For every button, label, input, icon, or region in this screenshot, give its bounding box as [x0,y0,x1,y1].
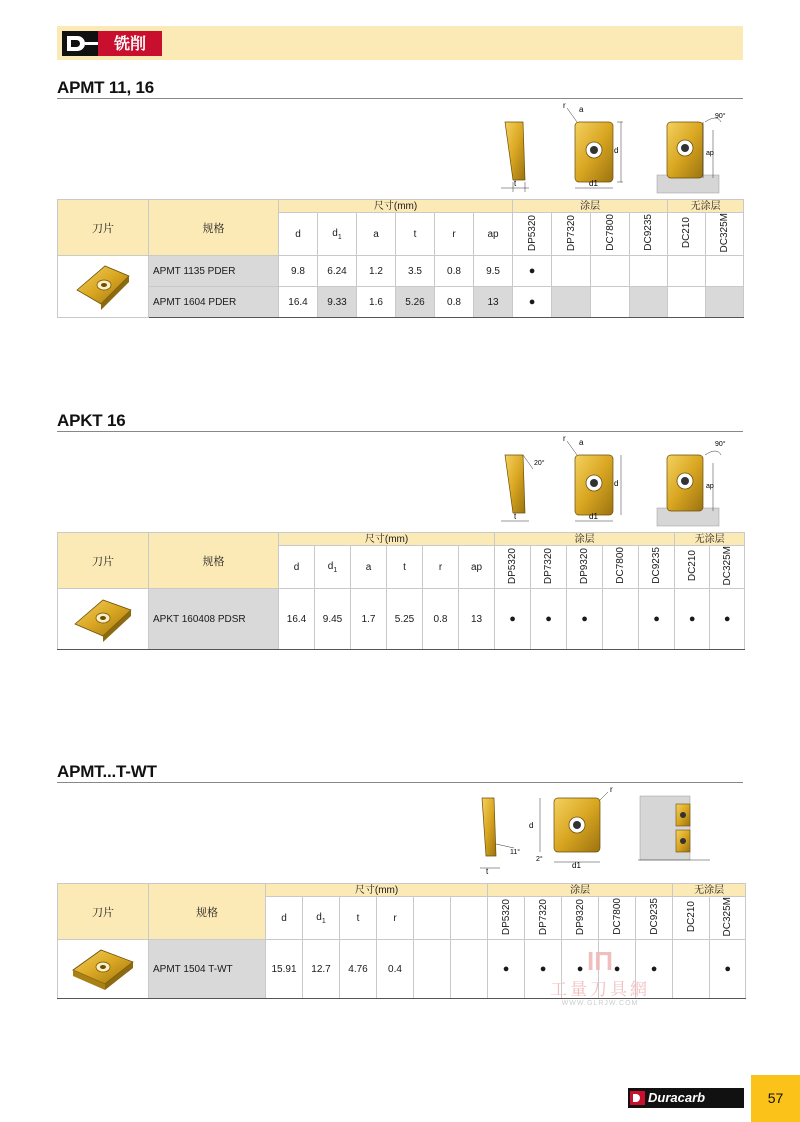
table-cell: 4.76 [340,940,377,999]
spec-table-apmt-11-16 [57,199,744,318]
table-cell: 16.4 [279,287,318,318]
grade-header: DP9320 [562,897,599,940]
availability-dot [706,287,744,318]
availability-dot: ● [525,940,562,999]
dim-label-d1: d1 [589,179,598,188]
availability-dot: ● [710,589,745,650]
dim-label-t: t [514,512,517,521]
brand-logo [628,1088,744,1108]
availability-dot [603,589,639,650]
dim-header-a: a [351,546,387,589]
brand-name: Duracarb [648,1090,706,1105]
grade-header: DC9235 [630,213,668,256]
dim-header-d: d [279,546,315,589]
table-cell: 9.33 [318,287,357,318]
availability-dot: ● [599,940,636,999]
dim-header-d1: $d_1$ [315,546,351,589]
dim-label-angle: 90° [715,113,726,120]
grade-header: DP7320 [552,213,591,256]
grade-header: DP7320 [525,897,562,940]
availability-dot: ● [531,589,567,650]
apmt-11-16-insert-drawing [495,100,745,196]
dim-label-d1: d1 [589,512,598,521]
section-title-apmt-t-wt: APMT...T-WT [57,762,157,781]
dim-header-d: d [279,213,318,256]
table-cell: 0.8 [423,589,459,650]
dim-header-d1: $d_1$ [318,213,357,256]
table-row-spec: APMT 1604 PDER [149,287,279,318]
table-cell [414,940,451,999]
dim-header-t: t [340,897,377,940]
col-header-dimensions: 尺寸(mm) [279,200,513,213]
dim-label-ap: ap [706,150,714,157]
grade-header: DC7800 [603,546,639,589]
availability-dot [668,287,706,318]
watermark-text: 工量刀具網 [550,980,650,1000]
dim-header-empty [451,897,488,940]
availability-dot [668,256,706,287]
availability-dot: ● [562,940,599,999]
table-cell: 9.5 [474,256,513,287]
insert-image [58,589,149,650]
col-header-insert: 刀片 [58,533,149,589]
col-header-uncoated: 无涂层 [673,884,746,897]
col-header-coated: 涂层 [513,200,668,213]
insert-image [58,940,149,999]
dim-header-t: t [387,546,423,589]
table-cell: 5.26 [396,287,435,318]
table-cell: 15.91 [266,940,303,999]
insert-image [58,256,149,318]
section-divider [57,431,743,432]
availability-dot [630,256,668,287]
dim-header-d1: $d_1$ [303,897,340,940]
insert-photo-icon [63,260,143,310]
table-cell: 0.8 [435,256,474,287]
dim-label-relief: 11° [510,849,521,856]
insert-photo-icon [63,942,143,994]
availability-dot [706,256,744,287]
dim-label-relief: 20° [534,460,545,467]
col-header-uncoated: 无涂层 [675,533,745,546]
dim-label-d1: d1 [572,861,581,870]
col-header-coated: 涂层 [495,533,675,546]
table-cell: 13 [474,287,513,318]
dim-label-d: d [614,146,619,155]
dim-label-d: d [529,821,534,830]
col-header-uncoated: 无涂层 [668,200,744,213]
brand-mark-icon [630,1091,645,1105]
col-header-insert: 刀片 [58,200,149,256]
dim-header-a: a [357,213,396,256]
grade-header: DP5320 [488,897,525,940]
availability-dot [591,287,630,318]
table-row-spec: APKT 160408 PDSR [149,589,279,650]
dim-label-angle: 90° [715,441,726,448]
dim-header-r: r [435,213,474,256]
table-cell: 12.7 [303,940,340,999]
availability-dot [552,256,591,287]
grade-header: DP5320 [513,213,552,256]
grade-header: DP5320 [495,546,531,589]
grade-header: DP7320 [531,546,567,589]
table-cell: 16.4 [279,589,315,650]
section-divider [57,98,743,99]
section-title-apmt-11-16: APMT 11, 16 [57,78,155,97]
dim-header-t: t [396,213,435,256]
availability-dot [630,287,668,318]
section-title-apkt-16: APKT 16 [57,411,126,430]
availability-dot: ● [710,940,746,999]
dim-label-d: d [614,479,619,488]
dim-label-a: a [579,105,584,114]
section-divider [57,782,743,783]
grade-header: DP9320 [567,546,603,589]
watermark [530,947,670,1007]
grade-header: DC210 [668,213,706,256]
col-header-spec: 规格 [149,200,279,256]
availability-dot: ● [488,940,525,999]
category-label: 铣削 [98,31,162,56]
dim-label-t: t [514,179,517,188]
col-header-dimensions: 尺寸(mm) [279,533,495,546]
grade-header: DC210 [673,897,710,940]
availability-dot: ● [495,589,531,650]
availability-dot: ● [513,287,552,318]
availability-dot [673,940,710,999]
grade-header: DC7800 [599,897,636,940]
col-header-dimensions: 尺寸(mm) [266,884,488,897]
table-cell: 9.45 [315,589,351,650]
dim-label-r: r [563,434,566,443]
dim-label-t: t [486,867,489,876]
insert-photo-icon [63,592,143,644]
dim-header-r: r [377,897,414,940]
table-row-spec: APMT 1135 PDER [149,256,279,287]
company-mark-icon [62,31,98,56]
col-header-spec: 规格 [149,533,279,589]
category-logo [62,31,162,56]
dim-label-r: r [563,101,566,110]
watermark-logo-icon: IΠ [587,946,613,976]
grade-header: DC325M [710,897,746,940]
table-cell: 0.8 [435,287,474,318]
table-cell [451,940,488,999]
dim-header-empty [414,897,451,940]
apmt-t-wt-insert-drawing [470,784,745,880]
dim-header-ap: ap [474,213,513,256]
table-cell: 1.2 [357,256,396,287]
apkt-16-insert-drawing [495,433,745,529]
table-cell: 1.6 [357,287,396,318]
grade-header: DC325M [710,546,745,589]
dim-label-lead: 2° [536,856,543,863]
table-cell: 3.5 [396,256,435,287]
availability-dot: ● [639,589,675,650]
page-number: 57 [751,1075,800,1122]
availability-dot: ● [567,589,603,650]
table-cell: 9.8 [279,256,318,287]
grade-header: DC9235 [636,897,673,940]
col-header-coated: 涂层 [488,884,673,897]
grade-header: DC7800 [591,213,630,256]
table-cell: 5.25 [387,589,423,650]
dim-label-a: a [579,438,584,447]
col-header-spec: 规格 [149,884,266,940]
grade-header: DC325M [706,213,744,256]
table-cell: 6.24 [318,256,357,287]
table-cell: 13 [459,589,495,650]
dim-label-ap: ap [706,483,714,490]
grade-header: DC210 [675,546,710,589]
availability-dot: ● [513,256,552,287]
dim-label-r: r [610,785,613,794]
availability-dot: ● [675,589,710,650]
availability-dot [552,287,591,318]
col-header-insert: 刀片 [58,884,149,940]
grade-header: DC9235 [639,546,675,589]
dim-header-ap: ap [459,546,495,589]
watermark-url: WWW.GLRJW.COM [561,1000,639,1007]
table-cell: 1.7 [351,589,387,650]
dim-header-r: r [423,546,459,589]
dim-header-d: d [266,897,303,940]
table-row-spec: APMT 1504 T-WT [149,940,266,999]
spec-table-apkt-16 [57,532,745,650]
availability-dot [591,256,630,287]
table-cell: 0.4 [377,940,414,999]
availability-dot: ● [636,940,673,999]
